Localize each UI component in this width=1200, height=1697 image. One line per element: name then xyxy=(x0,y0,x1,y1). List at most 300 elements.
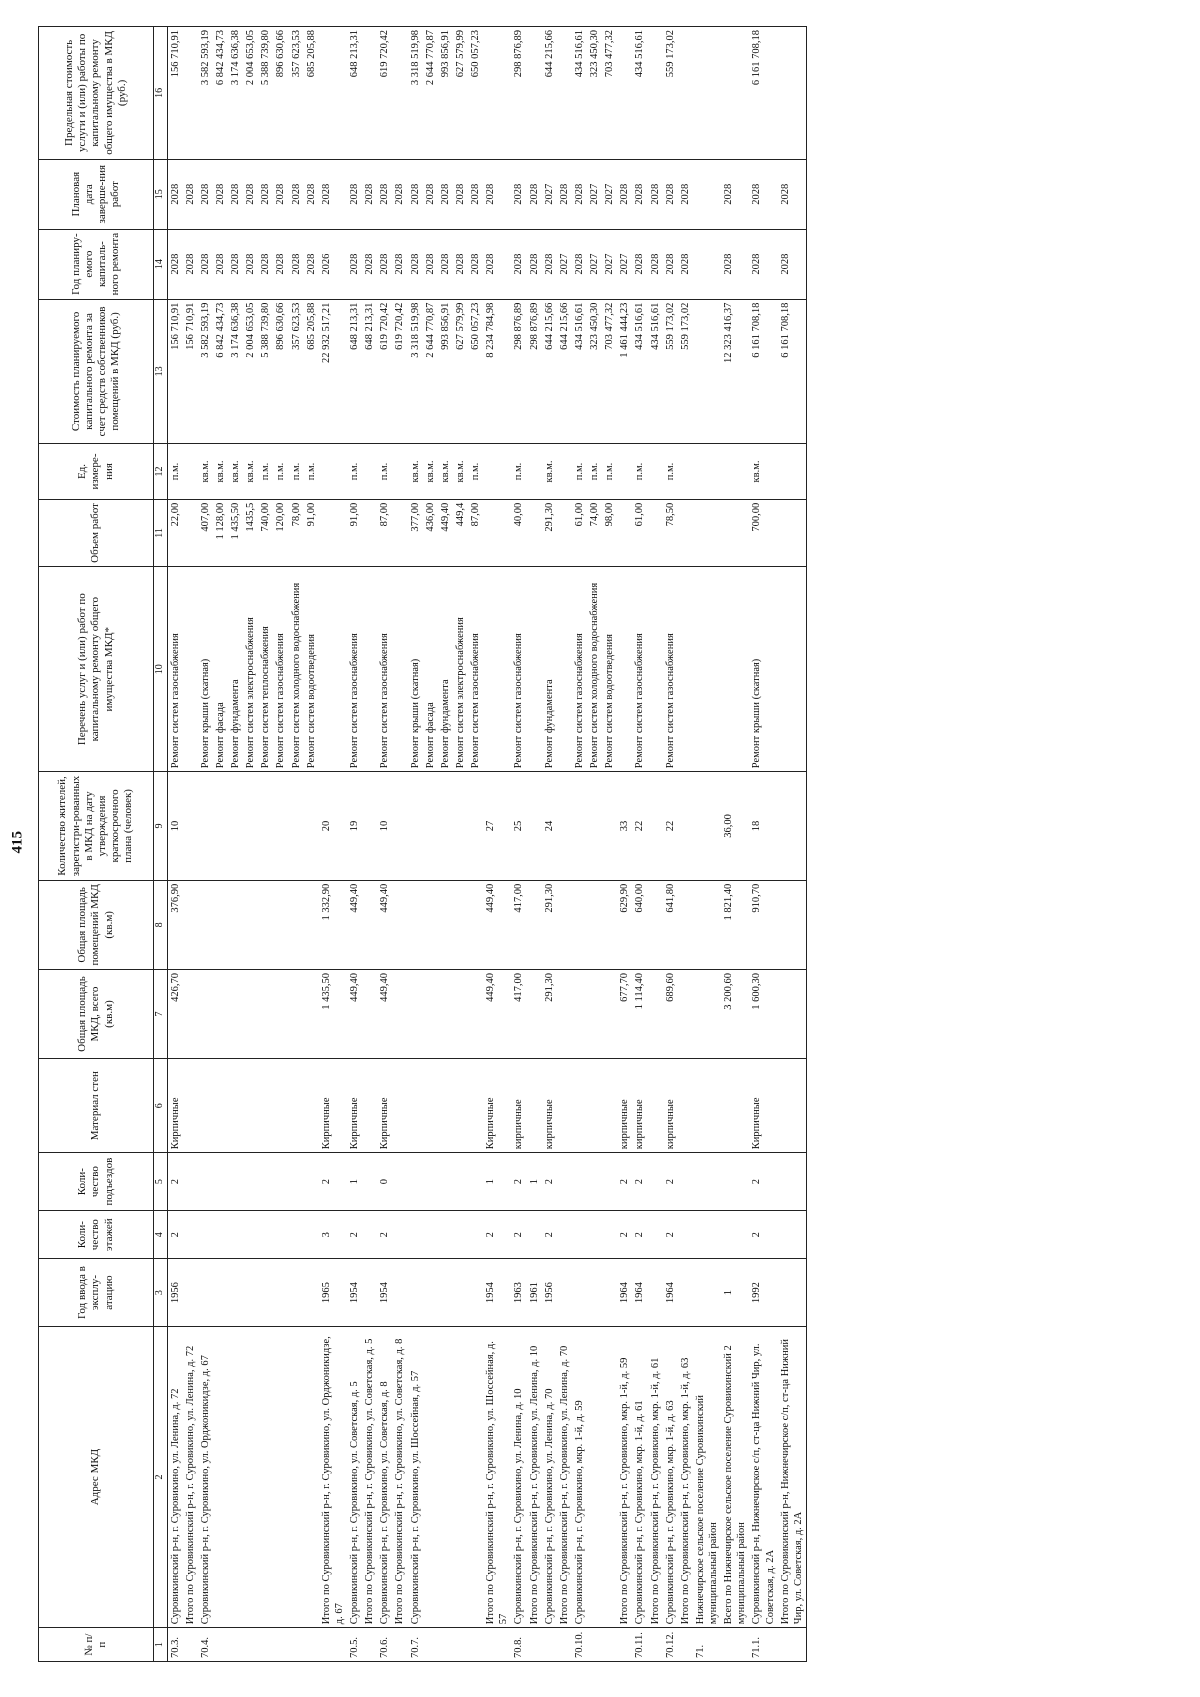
floors-cell: 3 xyxy=(319,1211,347,1259)
end-date-cell: 2028 xyxy=(678,159,693,229)
end-date-cell: 2028 xyxy=(213,159,228,229)
entrances-cell: 2 xyxy=(511,1153,526,1211)
row-number xyxy=(362,1628,377,1662)
works-cell xyxy=(721,567,749,772)
year-built-cell: 1954 xyxy=(377,1259,392,1327)
unit-cell xyxy=(678,444,693,499)
floors-cell xyxy=(198,1211,213,1259)
plan-year-cell: 2028 xyxy=(228,229,243,299)
header-row xyxy=(39,27,154,1662)
end-date-cell: 2028 xyxy=(273,159,288,229)
end-date-cell: 2028 xyxy=(258,159,273,229)
residents-cell xyxy=(243,772,258,881)
column-header: Материал стен xyxy=(39,1059,154,1153)
works-cell: Ремонт систем газоснабжения xyxy=(632,567,647,772)
row-number xyxy=(542,1628,557,1662)
wall-material-cell: кирпичные xyxy=(632,1059,647,1153)
plan-year-cell: 2028 xyxy=(304,229,319,299)
end-date-cell: 2027 xyxy=(542,159,557,229)
row-number: 70.7. xyxy=(408,1628,423,1662)
row-number xyxy=(319,1628,347,1662)
works-cell: Ремонт систем холодного водоснабжения xyxy=(289,567,304,772)
unit-cell xyxy=(721,444,749,499)
column-header: Предельная стоимость услуги и (или) работы по капитальному ремонту общего имущества в МКД (руб.) xyxy=(39,27,154,160)
unit-cell xyxy=(557,444,572,499)
cost-cell: 8 234 784,98 xyxy=(483,299,511,444)
address-cell: Суровикинский р-н, г. Суровикино, мкр. 1-й, д. 59 xyxy=(572,1326,587,1627)
room-area-cell xyxy=(213,880,228,969)
works-cell xyxy=(648,567,663,772)
wall-material-cell xyxy=(648,1059,663,1153)
works-cell: Ремонт систем газоснабжения xyxy=(572,567,587,772)
entrances-cell xyxy=(258,1153,273,1211)
floors-cell xyxy=(648,1211,663,1259)
row-number xyxy=(557,1628,572,1662)
address-cell: Итого по Суровикинский р-н, г. Суровикино, мкр. 1-й, д. 63 xyxy=(678,1326,693,1627)
row-number xyxy=(392,1628,407,1662)
address-cell xyxy=(228,1326,243,1627)
unit-cell xyxy=(527,444,542,499)
year-built-cell: 1964 xyxy=(632,1259,647,1327)
volume-cell: 40,00 xyxy=(511,499,526,567)
wall-material-cell xyxy=(693,1059,721,1153)
total-area-cell: 1 114,40 xyxy=(632,969,647,1058)
room-area-cell xyxy=(438,880,453,969)
table-row xyxy=(167,27,183,1662)
total-area-cell xyxy=(778,969,807,1058)
limit-cost-cell xyxy=(527,27,542,160)
floors-cell xyxy=(602,1211,617,1259)
plan-year-cell: 2028 xyxy=(632,229,647,299)
total-area-cell xyxy=(648,969,663,1058)
plan-year-cell: 2028 xyxy=(511,229,526,299)
entrances-cell xyxy=(602,1153,617,1211)
cost-cell: 644 215,66 xyxy=(557,299,572,444)
floors-cell: 2 xyxy=(663,1211,678,1259)
room-area-cell xyxy=(468,880,483,969)
table-row xyxy=(468,27,483,1662)
wall-material-cell xyxy=(228,1059,243,1153)
address-cell: Суровикинский р-н, г. Суровикино, мкр. 1-й, д. 63 xyxy=(663,1326,678,1627)
year-built-cell: 1956 xyxy=(542,1259,557,1327)
cost-cell: 3 582 593,19 xyxy=(198,299,213,444)
entrances-cell xyxy=(408,1153,423,1211)
limit-cost-cell: 434 516,61 xyxy=(632,27,647,160)
wall-material-cell xyxy=(468,1059,483,1153)
room-area-cell: 1 821,40 xyxy=(721,880,749,969)
volume-cell xyxy=(483,499,511,567)
address-cell: Суровикинский р-н, г. Суровикино, ул. Орджоникидзе, д. 67 xyxy=(198,1326,213,1627)
entrances-cell xyxy=(183,1153,198,1211)
entrances-cell xyxy=(304,1153,319,1211)
entrances-cell: 1 xyxy=(483,1153,511,1211)
column-header: Год ввода в эксплу-атацию xyxy=(39,1259,154,1327)
entrances-cell xyxy=(648,1153,663,1211)
room-area-cell: 291,30 xyxy=(542,880,557,969)
wall-material-cell: Кирпичные xyxy=(347,1059,362,1153)
plan-year-cell: 2028 xyxy=(438,229,453,299)
end-date-cell: 2028 xyxy=(468,159,483,229)
wall-material-cell xyxy=(527,1059,542,1153)
entrances-cell xyxy=(721,1153,749,1211)
address-cell: Суровикинский р-н, Нижнечирское с/п, ст-ца Нижний Чир, ул. Советская, д. 2А xyxy=(749,1326,777,1627)
plan-year-cell: 2028 xyxy=(721,229,749,299)
table-row xyxy=(632,27,647,1662)
end-date-cell: 2028 xyxy=(557,159,572,229)
limit-cost-cell: 156 710,91 xyxy=(167,27,183,160)
wall-material-cell: Кирпичные xyxy=(319,1059,347,1153)
room-area-cell: 449,40 xyxy=(483,880,511,969)
wall-material-cell: Кирпичные xyxy=(749,1059,777,1153)
end-date-cell: 2027 xyxy=(602,159,617,229)
residents-cell xyxy=(304,772,319,881)
residents-cell xyxy=(408,772,423,881)
year-built-cell xyxy=(423,1259,438,1327)
end-date-cell: 2028 xyxy=(228,159,243,229)
works-cell: Ремонт систем газоснабжения xyxy=(347,567,362,772)
address-cell: Итого по Суровикинский р-н, г. Суровикино, ул. Советская, д. 8 xyxy=(392,1326,407,1627)
end-date-cell: 2028 xyxy=(243,159,258,229)
cost-cell: 1 461 444,23 xyxy=(617,299,632,444)
row-number xyxy=(258,1628,273,1662)
volume-cell: 436,00 xyxy=(423,499,438,567)
entrances-cell: 2 xyxy=(632,1153,647,1211)
cost-cell: 2 644 770,87 xyxy=(423,299,438,444)
column-number: 14 xyxy=(154,229,168,299)
limit-cost-cell xyxy=(483,27,511,160)
entrances-cell xyxy=(289,1153,304,1211)
room-area-cell xyxy=(304,880,319,969)
address-cell: Суровикинский р-н, г. Суровикино, ул. Ленина, д. 10 xyxy=(511,1326,526,1627)
entrances-cell: 2 xyxy=(319,1153,347,1211)
year-built-cell: 1956 xyxy=(167,1259,183,1327)
limit-cost-cell xyxy=(362,27,377,160)
cost-cell: 619 720,42 xyxy=(392,299,407,444)
works-cell: Ремонт систем газоснабжения xyxy=(273,567,288,772)
table-row xyxy=(617,27,632,1662)
column-header: Объем работ xyxy=(39,499,154,567)
total-area-cell xyxy=(453,969,468,1058)
volume-cell: 78,50 xyxy=(663,499,678,567)
year-built-cell xyxy=(602,1259,617,1327)
limit-cost-cell xyxy=(678,27,693,160)
cost-cell: 648 213,31 xyxy=(347,299,362,444)
year-built-cell xyxy=(408,1259,423,1327)
cost-cell: 559 173,02 xyxy=(663,299,678,444)
works-cell xyxy=(362,567,377,772)
entrances-cell xyxy=(243,1153,258,1211)
unit-cell: п.м. xyxy=(377,444,392,499)
column-header: Коли-чество этажей xyxy=(39,1211,154,1259)
year-built-cell xyxy=(678,1259,693,1327)
table-row xyxy=(778,27,807,1662)
works-cell: Ремонт фундамента xyxy=(228,567,243,772)
plan-year-cell: 2026 xyxy=(319,229,347,299)
table-row xyxy=(377,27,392,1662)
entrances-cell xyxy=(213,1153,228,1211)
works-cell: Ремонт систем холодного водоснабжения xyxy=(587,567,602,772)
total-area-cell xyxy=(572,969,587,1058)
room-area-cell xyxy=(693,880,721,969)
column-header: Перечень услуг и (или) работ по капитальному ремонту общего имущества МКД* xyxy=(39,567,154,772)
column-number: 10 xyxy=(154,567,168,772)
total-area-cell: 449,40 xyxy=(483,969,511,1058)
plan-year-cell: 2028 xyxy=(648,229,663,299)
year-built-cell xyxy=(572,1259,587,1327)
cost-cell: 5 388 739,80 xyxy=(258,299,273,444)
wall-material-cell xyxy=(362,1059,377,1153)
end-date-cell: 2028 xyxy=(572,159,587,229)
room-area-cell: 449,40 xyxy=(347,880,362,969)
table-row xyxy=(258,27,273,1662)
floors-cell xyxy=(423,1211,438,1259)
plan-year-cell: 2028 xyxy=(408,229,423,299)
row-number xyxy=(648,1628,663,1662)
floors-cell: 2 xyxy=(632,1211,647,1259)
table-row xyxy=(749,27,777,1662)
table-row xyxy=(721,27,749,1662)
table-row xyxy=(392,27,407,1662)
cost-cell: 434 516,61 xyxy=(572,299,587,444)
volume-cell: 740,00 xyxy=(258,499,273,567)
row-number xyxy=(289,1628,304,1662)
plan-year-cell xyxy=(693,229,721,299)
floors-cell: 2 xyxy=(377,1211,392,1259)
unit-cell: п.м. xyxy=(258,444,273,499)
limit-cost-cell: 323 450,30 xyxy=(587,27,602,160)
address-cell: Итого по Суровикинский р-н, г. Суровикино, ул. Орджоникидзе, д. 67 xyxy=(319,1326,347,1627)
row-number xyxy=(304,1628,319,1662)
row-number xyxy=(438,1628,453,1662)
room-area-cell xyxy=(527,880,542,969)
unit-cell xyxy=(362,444,377,499)
total-area-cell xyxy=(423,969,438,1058)
volume-cell: 407,00 xyxy=(198,499,213,567)
plan-year-cell: 2028 xyxy=(663,229,678,299)
residents-cell: 18 xyxy=(749,772,777,881)
end-date-cell: 2028 xyxy=(183,159,198,229)
limit-cost-cell: 648 213,31 xyxy=(347,27,362,160)
floors-cell xyxy=(183,1211,198,1259)
row-number xyxy=(721,1628,749,1662)
total-area-cell xyxy=(289,969,304,1058)
wall-material-cell xyxy=(678,1059,693,1153)
room-area-cell xyxy=(243,880,258,969)
room-area-cell xyxy=(572,880,587,969)
works-cell xyxy=(392,567,407,772)
end-date-cell: 2028 xyxy=(167,159,183,229)
address-cell: Суровикинский р-н, г. Суровикино, ул. Шоссейная, д. 57 xyxy=(408,1326,423,1627)
unit-cell: кв.м. xyxy=(453,444,468,499)
works-cell xyxy=(183,567,198,772)
plan-year-cell: 2028 xyxy=(678,229,693,299)
wall-material-cell xyxy=(392,1059,407,1153)
residents-cell xyxy=(572,772,587,881)
plan-year-cell: 2027 xyxy=(617,229,632,299)
year-built-cell xyxy=(198,1259,213,1327)
row-number xyxy=(468,1628,483,1662)
works-cell xyxy=(778,567,807,772)
cost-cell: 896 630,66 xyxy=(273,299,288,444)
residents-cell xyxy=(438,772,453,881)
page-number: 415 xyxy=(9,831,26,854)
works-cell xyxy=(527,567,542,772)
end-date-cell: 2028 xyxy=(721,159,749,229)
floors-cell xyxy=(587,1211,602,1259)
room-area-cell xyxy=(678,880,693,969)
end-date-cell: 2028 xyxy=(289,159,304,229)
room-area-cell xyxy=(557,880,572,969)
entrances-cell xyxy=(453,1153,468,1211)
plan-year-cell: 2027 xyxy=(557,229,572,299)
column-number: 2 xyxy=(154,1326,168,1627)
limit-cost-cell xyxy=(693,27,721,160)
row-number xyxy=(527,1628,542,1662)
end-date-cell: 2028 xyxy=(778,159,807,229)
volume-cell: 22,00 xyxy=(167,499,183,567)
address-cell: Итого по Суровикинский р-н, г. Суровикино, ул. Советская, д. 5 xyxy=(362,1326,377,1627)
cost-cell: 323 450,30 xyxy=(587,299,602,444)
plan-year-cell: 2028 xyxy=(453,229,468,299)
limit-cost-cell xyxy=(319,27,347,160)
limit-cost-cell xyxy=(557,27,572,160)
works-cell: Ремонт систем электроснабжения xyxy=(453,567,468,772)
floors-cell xyxy=(228,1211,243,1259)
volume-cell: 449,40 xyxy=(438,499,453,567)
year-built-cell xyxy=(468,1259,483,1327)
rotated-document xyxy=(38,26,807,1662)
end-date-cell: 2028 xyxy=(632,159,647,229)
total-area-cell: 449,40 xyxy=(347,969,362,1058)
column-number: 3 xyxy=(154,1259,168,1327)
column-header: Общая площадь МКД, всего (кв.м) xyxy=(39,969,154,1058)
row-number: 71. xyxy=(693,1628,721,1662)
table-row xyxy=(228,27,243,1662)
wall-material-cell xyxy=(423,1059,438,1153)
unit-cell: кв.м. xyxy=(542,444,557,499)
volume-cell: 91,00 xyxy=(347,499,362,567)
residents-cell: 19 xyxy=(347,772,362,881)
end-date-cell: 2028 xyxy=(483,159,511,229)
residents-cell xyxy=(468,772,483,881)
row-number: 70.10. xyxy=(572,1628,587,1662)
year-built-cell: 1961 xyxy=(527,1259,542,1327)
works-cell: Ремонт фундамента xyxy=(542,567,557,772)
volume-cell: 91,00 xyxy=(304,499,319,567)
unit-cell: п.м. xyxy=(167,444,183,499)
unit-cell: кв.м. xyxy=(243,444,258,499)
cost-cell: 644 215,66 xyxy=(542,299,557,444)
residents-cell: 10 xyxy=(167,772,183,881)
cost-cell: 357 623,53 xyxy=(289,299,304,444)
volume-cell xyxy=(648,499,663,567)
total-area-cell xyxy=(678,969,693,1058)
total-area-cell: 1 435,50 xyxy=(319,969,347,1058)
wall-material-cell xyxy=(602,1059,617,1153)
table-row xyxy=(243,27,258,1662)
address-cell xyxy=(304,1326,319,1627)
column-number: 1 xyxy=(154,1628,168,1662)
volume-cell xyxy=(319,499,347,567)
column-header: Стоимость планируемого капитального ремонта за счет средств собственников помещений в МКД (руб.) xyxy=(39,299,154,444)
unit-cell xyxy=(183,444,198,499)
cost-cell: 3 318 519,98 xyxy=(408,299,423,444)
cost-cell: 298 876,89 xyxy=(511,299,526,444)
total-area-cell xyxy=(587,969,602,1058)
entrances-cell: 2 xyxy=(749,1153,777,1211)
cost-cell: 156 710,91 xyxy=(167,299,183,444)
column-number: 6 xyxy=(154,1059,168,1153)
unit-cell: п.м. xyxy=(468,444,483,499)
works-cell xyxy=(319,567,347,772)
total-area-cell: 291,30 xyxy=(542,969,557,1058)
total-area-cell xyxy=(438,969,453,1058)
plan-year-cell: 2028 xyxy=(167,229,183,299)
end-date-cell: 2028 xyxy=(198,159,213,229)
plan-year-cell: 2027 xyxy=(587,229,602,299)
works-cell: Ремонт крыши (скатная) xyxy=(749,567,777,772)
cost-cell: 619 720,42 xyxy=(377,299,392,444)
unit-cell: п.м. xyxy=(289,444,304,499)
row-number xyxy=(602,1628,617,1662)
works-cell: Ремонт систем водоотведения xyxy=(602,567,617,772)
cost-cell: 12 323 416,37 xyxy=(721,299,749,444)
works-cell xyxy=(617,567,632,772)
end-date-cell: 2028 xyxy=(511,159,526,229)
plan-year-cell: 2028 xyxy=(289,229,304,299)
wall-material-cell xyxy=(557,1059,572,1153)
plan-year-cell: 2028 xyxy=(423,229,438,299)
year-built-cell xyxy=(243,1259,258,1327)
entrances-cell: 2 xyxy=(542,1153,557,1211)
unit-cell: кв.м. xyxy=(408,444,423,499)
wall-material-cell xyxy=(258,1059,273,1153)
end-date-cell: 2028 xyxy=(408,159,423,229)
address-cell: Итого по Суровикинский р-н, г. Суровикино, ул. Ленина, д. 10 xyxy=(527,1326,542,1627)
residents-cell: 22 xyxy=(663,772,678,881)
table-row xyxy=(453,27,468,1662)
limit-cost-cell xyxy=(721,27,749,160)
volume-cell: 291,30 xyxy=(542,499,557,567)
room-area-cell: 641,80 xyxy=(663,880,678,969)
volume-cell: 61,00 xyxy=(572,499,587,567)
column-number: 12 xyxy=(154,444,168,499)
entrances-cell xyxy=(557,1153,572,1211)
cost-cell: 685 205,88 xyxy=(304,299,319,444)
limit-cost-cell: 6 842 434,73 xyxy=(213,27,228,160)
unit-cell: п.м. xyxy=(632,444,647,499)
residents-cell: 25 xyxy=(511,772,526,881)
residents-cell xyxy=(362,772,377,881)
table-row xyxy=(602,27,617,1662)
row-number: 70.6. xyxy=(377,1628,392,1662)
cost-cell: 3 174 636,38 xyxy=(228,299,243,444)
limit-cost-cell: 650 057,23 xyxy=(468,27,483,160)
room-area-cell: 417,00 xyxy=(511,880,526,969)
works-cell: Ремонт фасада xyxy=(213,567,228,772)
works-cell: Ремонт систем газоснабжения xyxy=(468,567,483,772)
year-built-cell: 1964 xyxy=(663,1259,678,1327)
volume-cell: 449,4 xyxy=(453,499,468,567)
limit-cost-cell: 619 720,42 xyxy=(377,27,392,160)
cost-cell: 993 856,91 xyxy=(438,299,453,444)
entrances-cell xyxy=(198,1153,213,1211)
total-area-cell xyxy=(183,969,198,1058)
wall-material-cell xyxy=(198,1059,213,1153)
floors-cell: 2 xyxy=(347,1211,362,1259)
address-cell: Итого по Суровикинский р-н, г. Суровикино, ул. Ленина, д. 70 xyxy=(557,1326,572,1627)
table-row xyxy=(213,27,228,1662)
